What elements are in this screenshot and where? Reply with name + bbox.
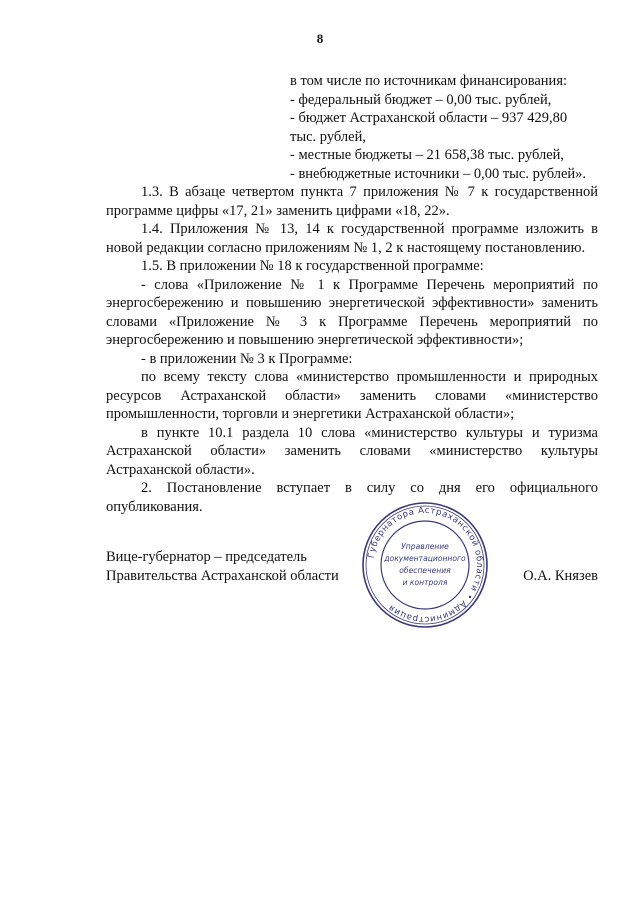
funding-line: - федеральный бюджет – 0,00 тыс. рублей,	[290, 91, 552, 108]
signatory-name: О.А. Князев	[523, 568, 598, 584]
paragraph: 1.3. В абзаце четвертом пункта 7 приложения № 7 к государственной программе цифры «17, 21» заменить цифрами «18, 22».	[106, 184, 598, 219]
funding-sources-block	[290, 72, 592, 183]
official-seal-stamp	[360, 500, 490, 630]
seal-ring-text: Губернатора Астраханской области • Администрация	[366, 505, 485, 625]
svg-text:и контроля: и контроля	[402, 578, 448, 587]
funding-line: - местные бюджеты – 21 658,38 тыс. рублей,	[290, 147, 565, 163]
amendments-text	[106, 183, 598, 516]
signature-block	[106, 548, 598, 638]
seal-center-text	[383, 542, 466, 587]
paragraph: - слова «Приложение № 1 к Программе Перечень мероприятий по энергосбережению и повышению энергетической эффективности» заменить словами «Приложение № 3 к Программе Перечень мероприятий по энергосбережению и повышению энергетической эффективности»;	[106, 276, 598, 348]
page-number: 8	[316, 31, 324, 46]
paragraph: 2. Постановление вступает в силу со дня его официального опубликования.	[106, 480, 598, 515]
paragraph: - в приложении № 3 к Программе:	[141, 350, 353, 367]
funding-line: - внебюджетные источники – 0,00 тыс. рублей».	[290, 165, 587, 182]
svg-text:документационного: документационного	[384, 554, 466, 563]
signatory-title-line: Правительства Астраханской области	[106, 568, 339, 584]
paragraph: 1.5. В приложении № 18 к государственной программе:	[141, 258, 484, 274]
paragraph: в пункте 10.1 раздела 10 слова «министерство культуры и туризма Астраханской области» заменить словами «министерство культуры Астраханской области».	[106, 424, 598, 478]
svg-text:обеспечения: обеспечения	[399, 566, 451, 575]
signatory-title-line: Вице-губернатор – председатель	[106, 549, 307, 565]
seal-rings	[363, 503, 487, 627]
paragraph: 1.4. Приложения № 13, 14 к государственной программе изложить в новой редакции согласно приложениям № 1, 2 к настоящему постановлению.	[106, 221, 598, 256]
funding-line: тыс. рублей,	[290, 128, 366, 145]
svg-text:Управление: Управление	[401, 542, 449, 551]
funding-line: в том числе по источникам финансирования:	[290, 73, 568, 89]
signatory-title	[106, 548, 339, 586]
paragraph: по всему тексту слова «министерство промышленности и природных ресурсов Астраханской области» заменить словами «министерство промышленности, торговли и энергетики Астраханской области»;	[106, 369, 598, 422]
funding-line: - бюджет Астраханской области – 937 429,80	[290, 110, 568, 126]
